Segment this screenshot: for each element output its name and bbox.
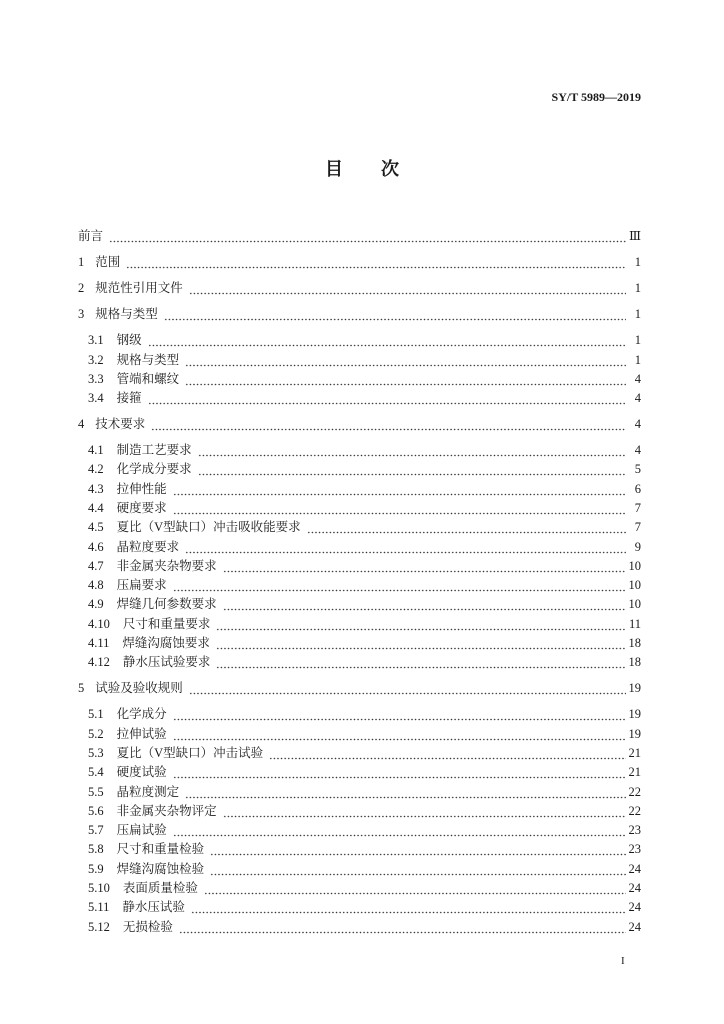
toc-entry-number: 5.1 bbox=[88, 707, 104, 722]
toc-entry-number: 5.3 bbox=[88, 745, 104, 760]
toc-entry-number: 5.12 bbox=[88, 919, 110, 934]
toc-entry-number: 4.12 bbox=[88, 655, 110, 670]
toc-section-entry bbox=[78, 305, 641, 324]
toc-entry-title: 拉伸性能 bbox=[116, 481, 167, 496]
toc-entry-title: 范围 bbox=[95, 255, 121, 270]
dot-leader bbox=[216, 653, 625, 672]
toc-entry-page: 7 bbox=[634, 500, 641, 515]
toc-entry-page: 21 bbox=[628, 745, 641, 760]
toc-entry-title: 夏比（V型缺口）冲击试验 bbox=[116, 745, 264, 760]
toc-subsection-entry bbox=[78, 898, 641, 917]
toc-entry-title: 尺寸和重量要求 bbox=[122, 616, 211, 631]
toc-entry-number: 5.2 bbox=[88, 726, 104, 741]
toc-section-entry bbox=[78, 679, 641, 698]
toc-entry-page: 21 bbox=[628, 765, 641, 780]
toc-entry-number: 4.11 bbox=[88, 636, 110, 651]
dot-leader bbox=[173, 705, 626, 724]
toc-entry-title: 表面质量检验 bbox=[122, 880, 198, 895]
dot-leader bbox=[223, 557, 626, 576]
toc-entry-number: 5.4 bbox=[88, 765, 104, 780]
toc-subsection-entry bbox=[78, 499, 641, 518]
toc-entry-number: 5.11 bbox=[88, 900, 110, 915]
toc-entry-title: 规范性引用文件 bbox=[95, 281, 183, 296]
toc-entry-title: 规格与类型 bbox=[116, 352, 180, 367]
toc-entry-number: 3.4 bbox=[88, 391, 104, 406]
toc-subsection-entry bbox=[78, 518, 641, 537]
toc-entry-page: 24 bbox=[628, 900, 641, 915]
dot-leader bbox=[191, 898, 626, 917]
dot-leader bbox=[269, 744, 625, 763]
toc-entry-title: 晶粒度测定 bbox=[116, 784, 180, 799]
dot-leader bbox=[173, 499, 626, 518]
toc-entry-number: 5 bbox=[78, 681, 85, 696]
toc-entry-page: 23 bbox=[628, 823, 641, 838]
toc-subsection-entry bbox=[78, 576, 641, 595]
toc-entry-title: 接箍 bbox=[116, 391, 142, 406]
dot-leader bbox=[173, 725, 626, 744]
toc-entry-title: 静水压试验要求 bbox=[122, 655, 211, 670]
toc-entry-number: 5.8 bbox=[88, 842, 104, 857]
toc-entry-title: 化学成分 bbox=[116, 707, 167, 722]
toc-subsection-entry bbox=[78, 783, 641, 802]
toc-entry-page: 19 bbox=[628, 707, 641, 722]
toc-entry-number: 4.4 bbox=[88, 500, 104, 515]
dot-leader bbox=[210, 860, 625, 879]
toc-entry-title: 硬度试验 bbox=[116, 765, 167, 780]
toc-subsection-entry bbox=[78, 351, 641, 370]
dot-leader bbox=[126, 253, 626, 272]
dot-leader bbox=[179, 918, 626, 937]
toc-entry-number: 3.2 bbox=[88, 352, 104, 367]
toc-subsection-entry bbox=[78, 918, 641, 937]
toc-entry-page: 1 bbox=[634, 333, 641, 348]
toc-entry-title: 前言 bbox=[78, 229, 104, 244]
dot-leader bbox=[210, 840, 625, 859]
toc-entry-title: 试验及验收规则 bbox=[95, 681, 183, 696]
toc-entry-page: 10 bbox=[628, 597, 641, 612]
dot-leader bbox=[198, 441, 626, 460]
toc-section-entry bbox=[78, 415, 641, 434]
dot-leader bbox=[223, 595, 626, 614]
dot-leader bbox=[189, 279, 626, 298]
toc-entry-title: 焊缝沟腐蚀检验 bbox=[116, 861, 205, 876]
dot-leader bbox=[173, 480, 626, 499]
toc-entry-number: 4.8 bbox=[88, 578, 104, 593]
toc-entry-number: 3 bbox=[78, 307, 85, 322]
toc-subsection-entry bbox=[78, 763, 641, 782]
toc-entry-page: 4 bbox=[634, 391, 641, 406]
toc-subsection-entry bbox=[78, 615, 641, 634]
dot-leader bbox=[204, 879, 626, 898]
toc-entry-number: 4.7 bbox=[88, 558, 104, 573]
toc-subsection-entry bbox=[78, 538, 641, 557]
toc-entry-title: 尺寸和重量检验 bbox=[116, 842, 205, 857]
toc-entry-title: 夏比（V型缺口）冲击吸收能要求 bbox=[116, 520, 301, 535]
toc-entry-title: 焊缝几何参数要求 bbox=[116, 597, 217, 612]
toc-entry-page: 6 bbox=[634, 481, 641, 496]
toc-subsection-entry bbox=[78, 331, 641, 350]
toc-entry-page: 1 bbox=[634, 255, 641, 270]
toc-subsection-entry bbox=[78, 460, 641, 479]
dot-leader bbox=[216, 634, 626, 653]
toc-entry-page: 11 bbox=[628, 616, 641, 631]
toc-subsection-entry bbox=[78, 389, 641, 408]
toc-entry-page: 1 bbox=[634, 352, 641, 367]
toc-subsection-entry bbox=[78, 802, 641, 821]
toc-entry-number: 1 bbox=[78, 255, 85, 270]
toc-entry-title: 焊缝沟腐蚀要求 bbox=[122, 636, 210, 651]
toc-entry-page: 24 bbox=[628, 861, 641, 876]
toc-entry-title: 非金属夹杂物要求 bbox=[116, 558, 217, 573]
toc-entry-page: 5 bbox=[634, 462, 641, 477]
dot-leader bbox=[164, 305, 626, 324]
dot-leader bbox=[185, 351, 626, 370]
toc-subsection-entry bbox=[78, 480, 641, 499]
toc-entry-page: 18 bbox=[628, 636, 641, 651]
toc-entry-page: 24 bbox=[628, 919, 641, 934]
toc-section-entry bbox=[78, 253, 641, 272]
toc-entry-page: Ⅲ bbox=[628, 229, 641, 244]
toc-subsection-entry bbox=[78, 653, 641, 672]
dot-leader bbox=[173, 576, 626, 595]
toc-entry-number: 4.10 bbox=[88, 616, 110, 631]
toc-entry-title: 管端和螺纹 bbox=[116, 371, 180, 386]
toc-entry-title: 拉伸试验 bbox=[116, 726, 167, 741]
toc-entry-number: 2 bbox=[78, 281, 85, 296]
toc-subsection-entry bbox=[78, 370, 641, 389]
standard-code: SY/T 5989—2019 bbox=[551, 90, 641, 104]
toc-entry-number: 4.5 bbox=[88, 520, 104, 535]
toc-entry-title: 技术要求 bbox=[95, 417, 146, 432]
page-title: 目 次 bbox=[325, 159, 409, 180]
dot-leader bbox=[307, 518, 626, 537]
toc-entry-number: 5.9 bbox=[88, 861, 104, 876]
toc-entry-title: 硬度要求 bbox=[116, 500, 167, 515]
toc-subsection-entry bbox=[78, 744, 641, 763]
toc-entry-page: 4 bbox=[634, 371, 641, 386]
toc-subsection-entry bbox=[78, 634, 641, 653]
dot-leader bbox=[109, 227, 626, 246]
dot-leader bbox=[148, 331, 626, 350]
toc-entry-title: 非金属夹杂物评定 bbox=[116, 803, 217, 818]
toc-entry-page: 1 bbox=[634, 307, 641, 322]
dot-leader bbox=[223, 802, 626, 821]
toc-entry-number: 5.7 bbox=[88, 823, 104, 838]
toc-entry-page: 9 bbox=[634, 539, 641, 554]
toc-subsection-entry bbox=[78, 879, 641, 898]
toc-entry-page: 23 bbox=[628, 842, 641, 857]
toc-entry-page: 19 bbox=[628, 726, 641, 741]
toc-entry-title: 晶粒度要求 bbox=[116, 539, 180, 554]
toc-entry-page: 10 bbox=[628, 558, 641, 573]
toc-subsection-entry bbox=[78, 860, 641, 879]
toc-entry-number: 5.6 bbox=[88, 803, 104, 818]
toc-entry-number: 4.1 bbox=[88, 443, 104, 458]
toc-entry-title: 规格与类型 bbox=[95, 307, 158, 322]
toc-entry-page: 10 bbox=[628, 578, 641, 593]
toc-subsection-entry bbox=[78, 705, 641, 724]
toc-entry-number: 5.5 bbox=[88, 784, 104, 799]
toc-entry-number: 3.3 bbox=[88, 371, 104, 386]
dot-leader bbox=[173, 821, 626, 840]
toc-subsection-entry bbox=[78, 595, 641, 614]
toc-entry-page: 22 bbox=[628, 784, 641, 799]
toc-entry-number: 4.3 bbox=[88, 481, 104, 496]
toc-entry-number: 4 bbox=[78, 417, 85, 432]
dot-leader bbox=[148, 389, 626, 408]
toc-entry-page: 7 bbox=[634, 520, 641, 535]
dot-leader bbox=[198, 460, 626, 479]
toc-entry-number: 4.6 bbox=[88, 539, 104, 554]
toc-subsection-entry bbox=[78, 840, 641, 859]
dot-leader bbox=[216, 615, 626, 634]
dot-leader bbox=[189, 679, 626, 698]
dot-leader bbox=[185, 370, 626, 389]
toc-entry-number: 5.10 bbox=[88, 880, 110, 895]
page-number: I bbox=[621, 955, 625, 967]
toc-entry-title: 化学成分要求 bbox=[116, 462, 192, 477]
dot-leader bbox=[151, 415, 626, 434]
toc-subsection-entry bbox=[78, 821, 641, 840]
table-of-contents bbox=[78, 221, 641, 937]
toc-entry-number: 3.1 bbox=[88, 333, 104, 348]
toc-entry-page: 1 bbox=[634, 281, 641, 296]
toc-entry-number: 4.2 bbox=[88, 462, 104, 477]
dot-leader bbox=[185, 538, 626, 557]
toc-entry-title: 静水压试验 bbox=[122, 900, 185, 915]
dot-leader bbox=[185, 783, 625, 802]
toc-entry-page: 18 bbox=[628, 655, 641, 670]
toc-subsection-entry bbox=[78, 441, 641, 460]
toc-entry-page: 24 bbox=[628, 880, 641, 895]
toc-section-entry bbox=[78, 279, 641, 298]
toc-entry-page: 4 bbox=[634, 417, 641, 432]
toc-entry-page: 4 bbox=[634, 443, 641, 458]
dot-leader bbox=[173, 763, 626, 782]
toc-entry-title: 压扁要求 bbox=[116, 578, 167, 593]
toc-entry-number: 4.9 bbox=[88, 597, 104, 612]
toc-subsection-entry bbox=[78, 725, 641, 744]
toc-subsection-entry bbox=[78, 557, 641, 576]
toc-entry-title: 无损检验 bbox=[122, 919, 173, 934]
toc-entry-title: 压扁试验 bbox=[116, 823, 167, 838]
toc-section-entry bbox=[78, 227, 641, 246]
toc-entry-page: 19 bbox=[628, 681, 641, 696]
toc-entry-title: 制造工艺要求 bbox=[116, 443, 192, 458]
toc-entry-page: 22 bbox=[628, 803, 641, 818]
toc-entry-title: 钢级 bbox=[116, 333, 142, 348]
